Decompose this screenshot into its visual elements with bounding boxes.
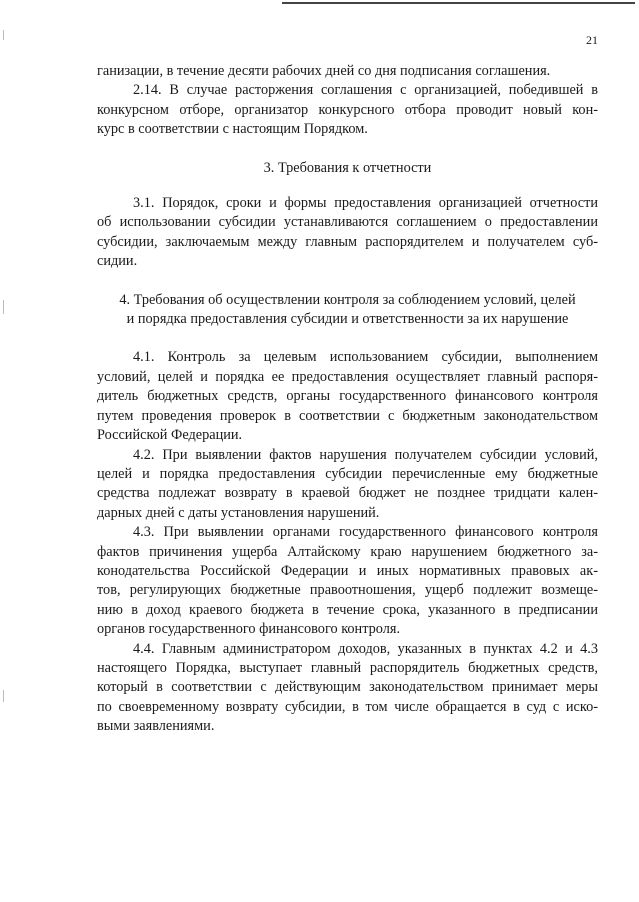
paragraph-2-13-continuation <box>97 62 598 81</box>
paragraph-4-1 <box>97 348 598 445</box>
text-line: конодательства Российской Федерации и иных нормативных правовых ак- <box>97 562 598 579</box>
text-line: дарных дней с даты установления нарушений. <box>97 504 380 521</box>
page-number: 21 <box>586 33 598 47</box>
text-line: целей и порядка предоставления субсидии перечисленные ему бюджетные <box>97 465 598 482</box>
text-line: выми заявлениями. <box>97 718 215 735</box>
scan-top-rule <box>282 2 635 4</box>
text-line: конкурсном отборе, организатор конкурсного отбора проводит новый кон- <box>97 101 598 118</box>
text-line: органов государственного финансового контроля. <box>97 621 401 638</box>
text-line: нию в доход краевого бюджета в течение срока, указанного в предписании <box>97 601 598 618</box>
heading-line: и порядка предоставления субсидии и ответственности за их нарушение <box>126 311 569 328</box>
text-line: 4.1. Контроль за целевым использованием субсидии, выполнением <box>133 349 598 366</box>
scan-left-edge-mark <box>3 30 4 40</box>
text-line: ганизации, в течение десяти рабочих дней со дня подписания соглашения. <box>97 63 551 79</box>
text-line: 2.14. В случае расторжения соглашения с организацией, победившей в <box>133 82 598 99</box>
text-line: настоящего Порядка, выступает главный распорядитель бюджетных средств, <box>97 659 598 676</box>
text-line: 4.4. Главным администратором доходов, указанных в пунктах 4.2 и 4.3 <box>133 640 598 657</box>
text-line: средства подлежат возврату в краевой бюджет не позднее тридцати кален- <box>97 485 598 502</box>
text-line: который в соответствии с действующим законодательством принимает меры <box>97 679 598 696</box>
text-line: по своевременному возврату субсидии, в том числе обращается в суд с иско- <box>97 698 598 715</box>
heading-line: 4. Требования об осуществлении контроля за соблюдением условий, целей <box>119 291 576 308</box>
section-4-heading <box>97 291 598 330</box>
text-line: дитель бюджетных средств, органы государственного финансового контроля <box>97 388 598 405</box>
text-line: об использовании субсидии устанавливаются соглашением о предоставлении <box>97 214 598 231</box>
scan-left-edge-mark <box>3 300 4 314</box>
paragraph-4-4 <box>97 640 598 737</box>
text-line: сидии. <box>97 253 138 270</box>
document-body <box>97 62 598 737</box>
text-line: 4.3. При выявлении органами государственного финансового контроля <box>133 524 598 541</box>
scan-left-edge-mark <box>3 690 4 702</box>
paragraph-3-1 <box>97 194 598 272</box>
text-line: путем проведения проверок в соответствии с бюджетным законодательством <box>97 407 598 424</box>
text-line: 3.1. Порядок, сроки и формы предоставления организацией отчетности <box>133 195 598 212</box>
text-line: курс в соответствии с настоящим Порядком. <box>97 121 368 138</box>
text-line: субсидии, заключаемым между главным распорядителем и получателем суб- <box>97 233 598 250</box>
text-line: тов, регулирующих бюджетные правоотношения, ущерб подлежит возмеще- <box>97 582 598 599</box>
section-3-heading: 3. Требования к отчетности <box>263 159 432 176</box>
text-line: условий, целей и порядка ее предоставления осуществляет главный распоря- <box>97 368 598 385</box>
text-line: Российской Федерации. <box>97 427 243 444</box>
paragraph-4-2 <box>97 446 598 524</box>
paragraph-4-3 <box>97 523 598 639</box>
paragraph-2-14 <box>97 81 598 139</box>
text-line: фактов причинения ущерба Алтайскому краю нарушением бюджетного за- <box>97 543 598 560</box>
text-line: 4.2. При выявлении фактов нарушения получателем субсидии условий, <box>133 446 598 463</box>
